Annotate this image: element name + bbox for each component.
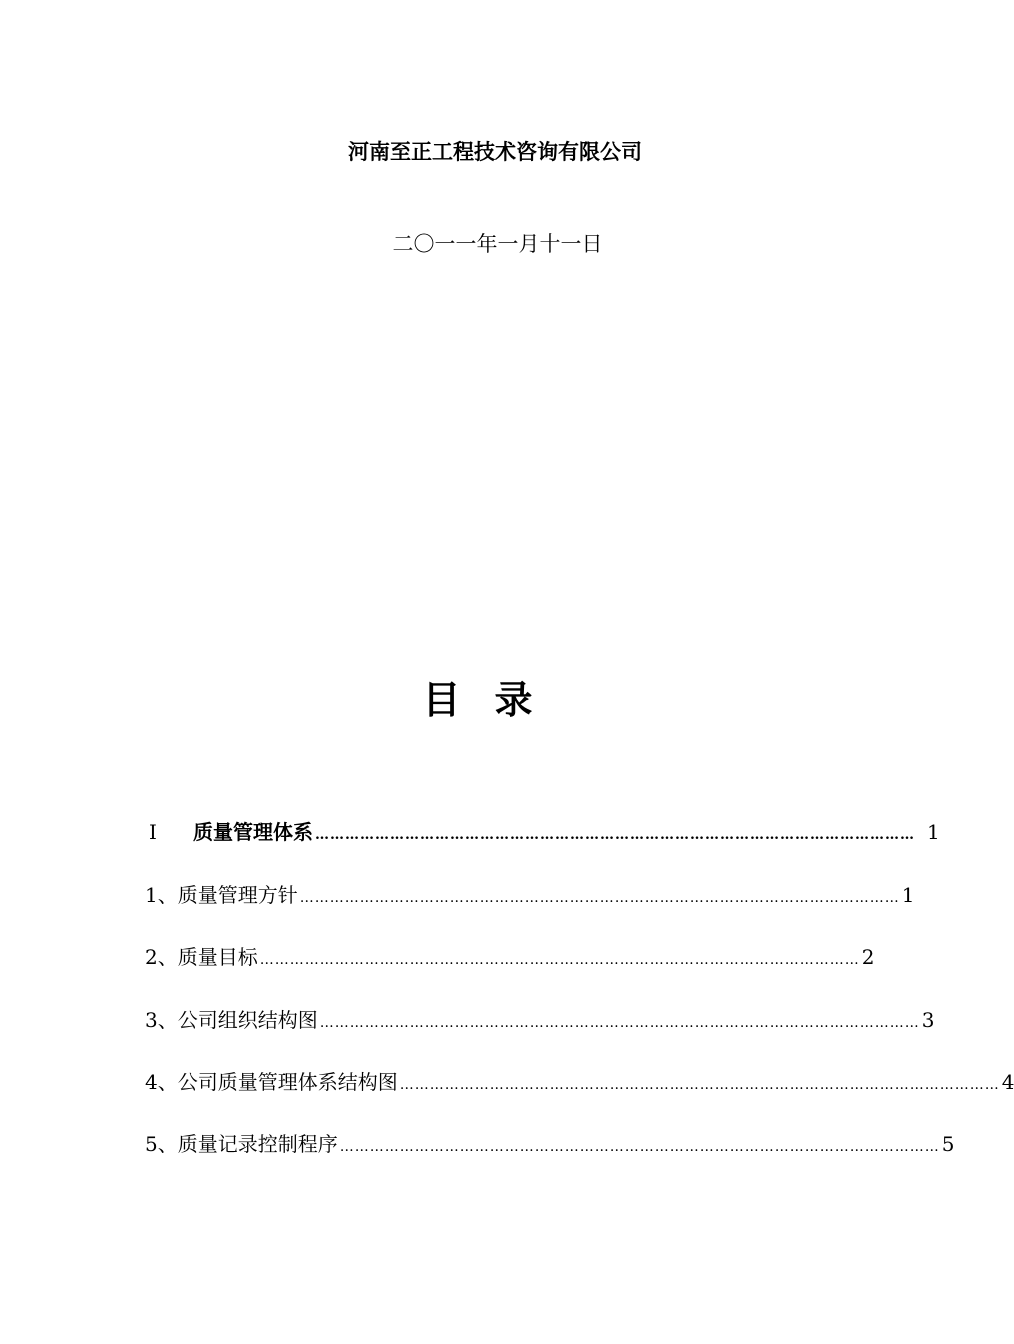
- toc-entry[interactable]: [145, 881, 915, 909]
- toc-dot-leader: …………………………………………………………………………………………………………: [259, 952, 860, 968]
- toc-entry[interactable]: [145, 1006, 935, 1034]
- toc-entry-label: 质量目标: [177, 945, 258, 969]
- toc-entry[interactable]: [145, 1130, 955, 1158]
- document-date: 二〇一一年一月十一日: [392, 232, 603, 256]
- company-name: 河南至正工程技术咨询有限公司: [348, 139, 642, 164]
- toc-dot-leader: …………………………………………………………………………………………………………: [399, 1077, 1000, 1093]
- toc-entry-page: 4: [1001, 1070, 1014, 1094]
- toc-entry-label: 公司质量管理体系结构图: [177, 1070, 398, 1094]
- toc-entry-page: 2: [861, 945, 875, 969]
- toc-dot-leader: …………………………………………………………………………………………………………: [339, 1139, 940, 1155]
- toc-entry-number: 4、: [145, 1070, 178, 1094]
- toc-title: [0, 676, 955, 724]
- toc-entry-number: 1、: [145, 883, 178, 907]
- toc-entry-number: 3、: [145, 1008, 178, 1032]
- toc-entry-page: 3: [921, 1008, 935, 1032]
- toc-entry-page: 1: [901, 883, 915, 907]
- toc-entry-label: 质量管理方针: [177, 883, 298, 907]
- toc-section-number: Ⅰ: [149, 820, 157, 844]
- toc-dot-leader: …………………………………………………………………………………………………………: [299, 890, 900, 906]
- toc-entry-number: 5、: [145, 1132, 178, 1156]
- toc-entry-number: 2、: [145, 945, 178, 969]
- toc-entry-label: 公司组织结构图: [177, 1008, 318, 1032]
- toc-dot-leader: …………………………………………………………………………………………………………: [319, 1015, 920, 1031]
- toc-section-label: 质量管理体系: [193, 820, 313, 844]
- toc-entry[interactable]: [145, 1068, 1014, 1096]
- toc-title-char-2: 录: [494, 677, 533, 722]
- toc-title-char-1: 目: [422, 677, 461, 722]
- toc-entry-label: 质量记录控制程序: [177, 1132, 338, 1156]
- toc-section-entry[interactable]: [145, 818, 940, 846]
- toc-entry[interactable]: [145, 943, 875, 971]
- toc-section-page: 1: [927, 820, 940, 844]
- toc-entry-page: 5: [941, 1132, 955, 1156]
- toc-dot-leader: …………………………………………………………………………………………………………: [315, 827, 915, 843]
